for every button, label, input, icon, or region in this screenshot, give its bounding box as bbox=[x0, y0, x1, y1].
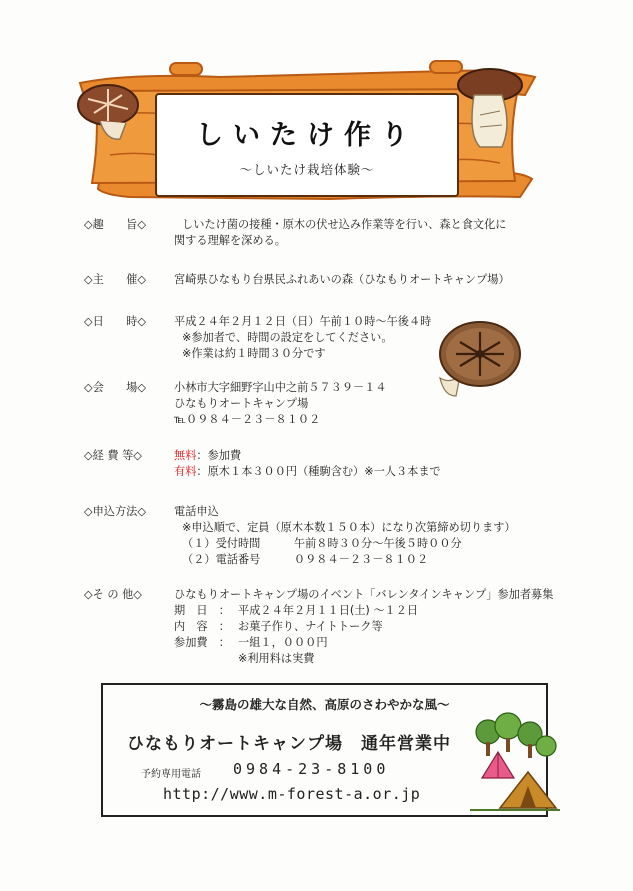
application-content bbox=[174, 504, 516, 568]
datetime-line: 平成２４年２月１２日（日）午前１０時～午後４時 bbox=[174, 315, 432, 328]
event-detail-table bbox=[174, 603, 553, 667]
fee-content bbox=[174, 448, 441, 480]
application-line: ※申込順で、定員（原木本数１５０本）になり次第締め切ります） bbox=[182, 521, 516, 534]
sign-knob-right bbox=[430, 61, 462, 73]
organizer-label: ◇主 催◇ bbox=[84, 273, 146, 286]
event-detail-key: 内 容 ： bbox=[174, 620, 230, 633]
event-detail-value: お菓子作り、ナイトトーク等 bbox=[238, 620, 383, 633]
page-title: しいたけ作り bbox=[196, 120, 418, 151]
other-label: ◇そ の 他◇ bbox=[84, 588, 142, 601]
purpose-line: 関する理解を深める。 bbox=[174, 234, 286, 247]
campsite-tent-icon bbox=[470, 712, 560, 812]
fee-free-label: 無料 bbox=[174, 449, 197, 462]
event-detail-value: 平成２４年２月１１日(土) ～１２日 bbox=[238, 604, 419, 617]
venue-label: ◇会 場◇ bbox=[84, 381, 146, 394]
application-line: （２）電話番号 ０９８４－２３－８１０２ bbox=[182, 553, 429, 566]
application-label: ◇申込方法◇ bbox=[84, 505, 146, 518]
purpose-content bbox=[174, 217, 506, 249]
other-line: ひなもりオートキャンプ場のイベント「バレンタインキャンプ」参加者募集 bbox=[174, 588, 554, 601]
fee-paid-text: ：原木１本３００円（種駒含む）※一人３本まで bbox=[196, 465, 441, 478]
fee-paid-label: 有料 bbox=[174, 465, 197, 478]
other-content bbox=[174, 587, 553, 667]
promo-campsite-name: ひなもりオートキャンプ場 通年営業中 bbox=[127, 734, 451, 754]
event-detail-key: 期 日 ： bbox=[174, 604, 230, 617]
promo-url[interactable]: http://www.m-forest-a.or.jp bbox=[163, 785, 421, 803]
page-subtitle: ～しいたけ栽培体験～ bbox=[239, 162, 375, 177]
event-detail-key: 参加費 ： bbox=[174, 636, 230, 649]
event-detail-value: 一組１，０００円 bbox=[238, 636, 328, 649]
sign-knob-left bbox=[170, 63, 202, 75]
venue-content bbox=[174, 380, 387, 428]
promo-tagline: ～霧島の雄大な自然、高原のさわやかな風～ bbox=[199, 697, 450, 712]
promo-tel: 0984-23-8100 bbox=[233, 760, 390, 778]
datetime-line: ※参加者で、時間の設定をしてください。 bbox=[182, 331, 393, 344]
header-sign bbox=[70, 55, 540, 215]
datetime-label: ◇日 時◇ bbox=[84, 315, 146, 328]
fee-free-text: ：参加費 bbox=[196, 449, 242, 462]
event-detail-note: ※利用料は実費 bbox=[238, 652, 315, 665]
datetime-line: ※作業は約１時間３０分です bbox=[182, 347, 326, 360]
purpose-line: しいたけ菌の接種・原木の伏せ込み作業等を行い、森と食文化に bbox=[182, 218, 507, 231]
venue-line: ℡０９８４－２３－８１０２ bbox=[174, 413, 321, 426]
application-line: 電話申込 bbox=[174, 505, 219, 518]
venue-line: 小林市大字細野字山中之前５７３９－１４ bbox=[174, 381, 387, 394]
purpose-label: ◇趣 旨◇ bbox=[84, 218, 146, 231]
shiitake-cap-icon bbox=[430, 318, 525, 398]
datetime-content bbox=[174, 314, 431, 362]
organizer-content: 宮崎県ひなもり台県民ふれあいの森（ひなもりオートキャンプ場） bbox=[174, 273, 510, 286]
fee-label: ◇経 費 等◇ bbox=[84, 449, 142, 462]
title-box bbox=[155, 93, 459, 197]
application-line: （１）受付時間 午前８時３０分～午後５時００分 bbox=[182, 537, 462, 550]
venue-line: ひなもりオートキャンプ場 bbox=[174, 397, 309, 410]
promo-tel-label: 予約専用電話 bbox=[141, 769, 201, 780]
